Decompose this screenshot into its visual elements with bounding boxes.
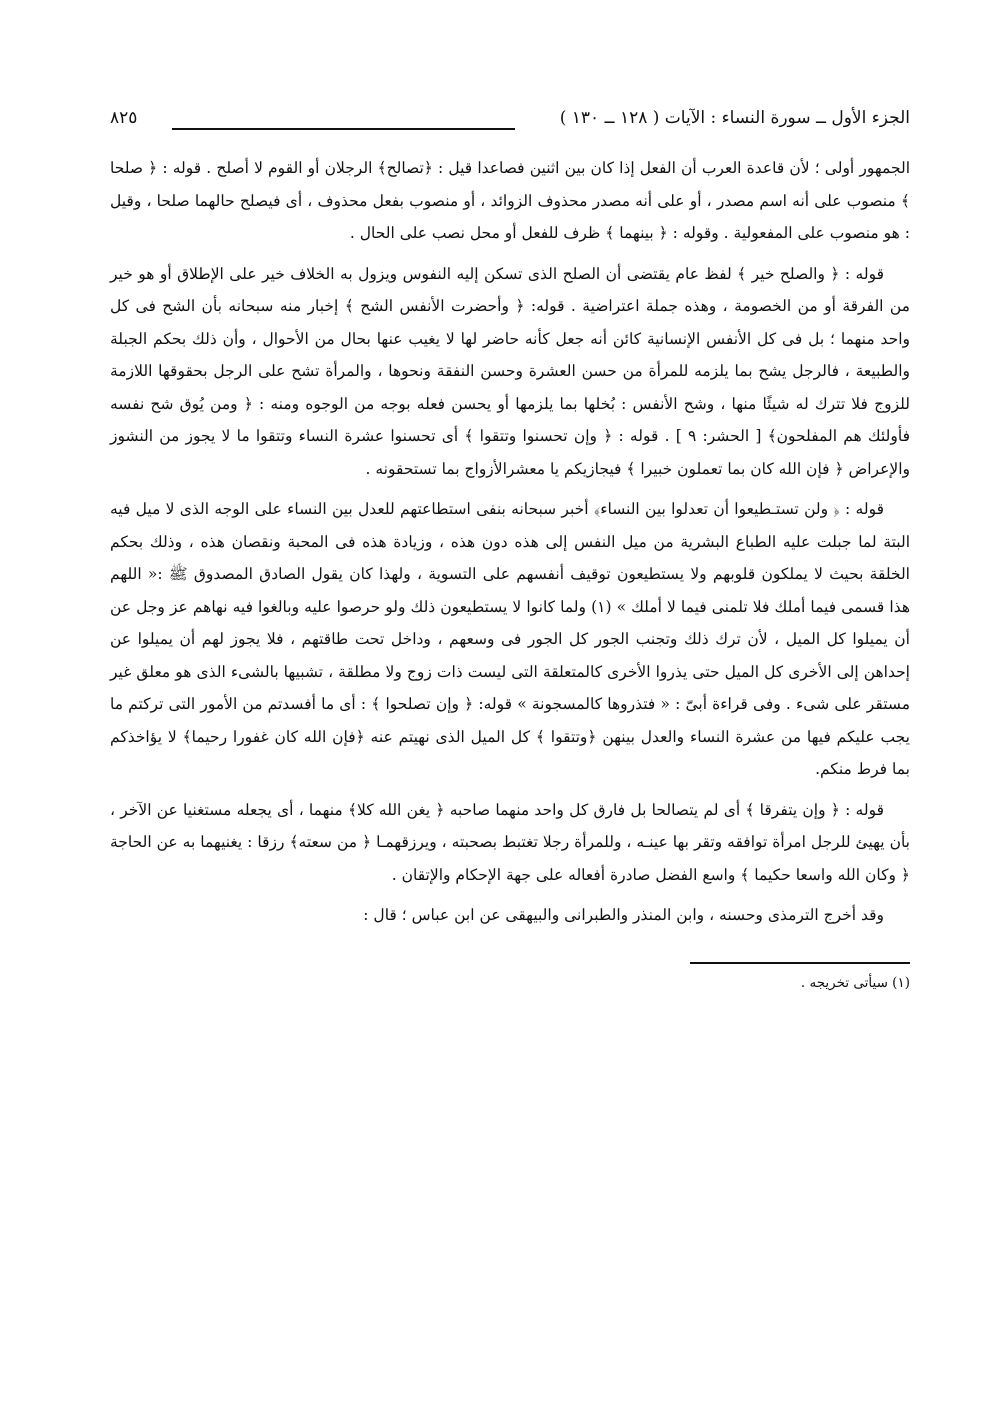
body-text xyxy=(110,152,910,932)
paragraph-2: قوله : ﴿ والصلح خير ﴾ لفظ عام يقتضى أن الصلح الذى تسكن إليه النفوس ويزول به الخلاف خير على الإطلاق أو هو خير من الفرقة أو من الخصومة ، وهذه جملة اعتراضية . قوله: ﴿ وأحضرت الأنفس الشح ﴾ إخبار منه سبحانه بأن الشح فى كل واحد منهما ؛ بل فى كل الأنفس الإنسانية كائن أنه جعل كأنه حاضر لها لا يغيب عنها بحال من الأحوال ، وأن ذلك بحكم الجبلة والطبيعة ، فالرجل يشح بما يلزمه للمرأة من حسن العشرة وحسن النفقة ونحوها ، والمرأة تشح على الرجل بحقوقها اللازمة للزوج فلا تترك له شيئًا منها ، وشح الأنفس : بُخلها بما يلزمها أو يحسن فعله بوجه من الوجوه ومنه : ﴿ ومن يُوق شح نفسه فأولئك هم المفلحون﴾ [ الحشر: ٩ ] . قوله : ﴿ وإن تحسنوا وتتقوا ﴾ أى تحسنوا عشرة النساء وتتقوا ما لا يجوز من النشوز والإعراض ﴿ فإن الله كان بما تعملون خبيرا ﴾ فيجازيكم يا معشرالأزواج بما تستحقونه . xyxy=(110,264,910,478)
footnote: (١) سيأتى تخريجه . xyxy=(800,974,910,991)
page xyxy=(110,102,910,994)
header-rule xyxy=(172,128,515,130)
paragraph-3: قوله : ﴿ ولن تستـطيعوا أن تعدلوا بين النساء﴾ أخبر سبحانه بنفى استطاعتهم للعدل بين النساء على الوجه الذى لا ميل فيه البتة لما جبلت عليه الطباع البشرية من ميل النفس إلى هذه دون هذه ، وزيادة هذه فى المحبة ونقصان هذه ، وذلك بحكم الخلقة بحيث لا يملكون قلوبهم ولا يستطيعون توقيف أنفسهم على التسوية ، ولهذا كان يقول الصادق المصدوق ﷺ :« اللهم هذا قسمى فيما أملك فلا تلمنى فيما لا أملك » (١) ولما كانوا لا يستطيعون ذلك ولو حرصوا عليه وبالغوا فيه نهاهم عز وجل عن أن يميلوا كل الميل ، لأن ترك ذلك وتجنب الجور كل الجور فى وسعهم ، وداخل تحت طاقتهم ، فلا يجوز لهم أن يميلوا عن إحداهن إلى الأخرى كل الميل حتى يذروا الأخرى كالمتعلقة التى ليست ذات زوج ولا مطلقة ، تشبيها بالشىء الذى هو معلق غير مستقر على شىء . وفى قراءة أبىّ : « فتذروها كالمسجونة » قوله: ﴿ وإن تصلحوا ﴾ : أى ما أفسدتم من الأمور التى تركتم ما يجب عليكم فيها من عشرة النساء والعدل بينهن ﴿وتتقوا ﴾ كل الميل الذى نهيتم عنه ﴿فإن الله كان غفورا رحيما﴾ لا يؤاخذكم بما فرط منكم. xyxy=(110,500,911,778)
paragraph-5: وقد أخرج الترمذى وحسنه ، وابن المنذر والطبرانى والبيهقى عن ابن عباس ؛ قال : xyxy=(363,906,884,924)
running-header xyxy=(110,102,910,136)
footnote-rule xyxy=(690,962,910,964)
paragraph-1: الجمهور أولى ؛ لأن قاعدة العرب أن الفعل إذا كان بين اثنين فصاعدا قيل : ﴿تصالح﴾ الرجلان أو القوم لا أصلح . قوله : ﴿ صلحا ﴾ منصوب على أنه اسم مصدر ، أو على أنه مصدر محذوف الزوائد ، أو منصوب بفعل محذوف ، أى فيصلح حالهما صلحا ، وقيل : هو منصوب على المفعولية . وقوله : ﴿ بينهما ﴾ ظرف للفعل أو محل نصب على الحال . xyxy=(110,159,910,242)
paragraph-4: قوله : ﴿ وإن يتفرقا ﴾ أى لم يتصالحا بل فارق كل واحد منهما صاحبه ﴿ يغن الله كلا﴾ منهما ، أى يجعله مستغنيا عن الآخر ، بأن يهيئ للرجل امرأة توافقه وتقر بها عينـه ، وللمرأة رجلا تغتبط بصحبته ، ويرزقهمـا ﴿ من سعته﴾ رزقا : يغنيهما به عن الحاجة ﴿ وكان الله واسعا حكيما ﴾ واسع الفضل صادرة أفعاله على جهة الإحكام والإتقان . xyxy=(110,800,910,884)
page-number: ٨٢٥ xyxy=(110,108,138,128)
header-title: الجزء الأول ــ سورة النساء : الآيات ( ١٢٨ ــ ١٣٠ ) xyxy=(559,108,910,128)
